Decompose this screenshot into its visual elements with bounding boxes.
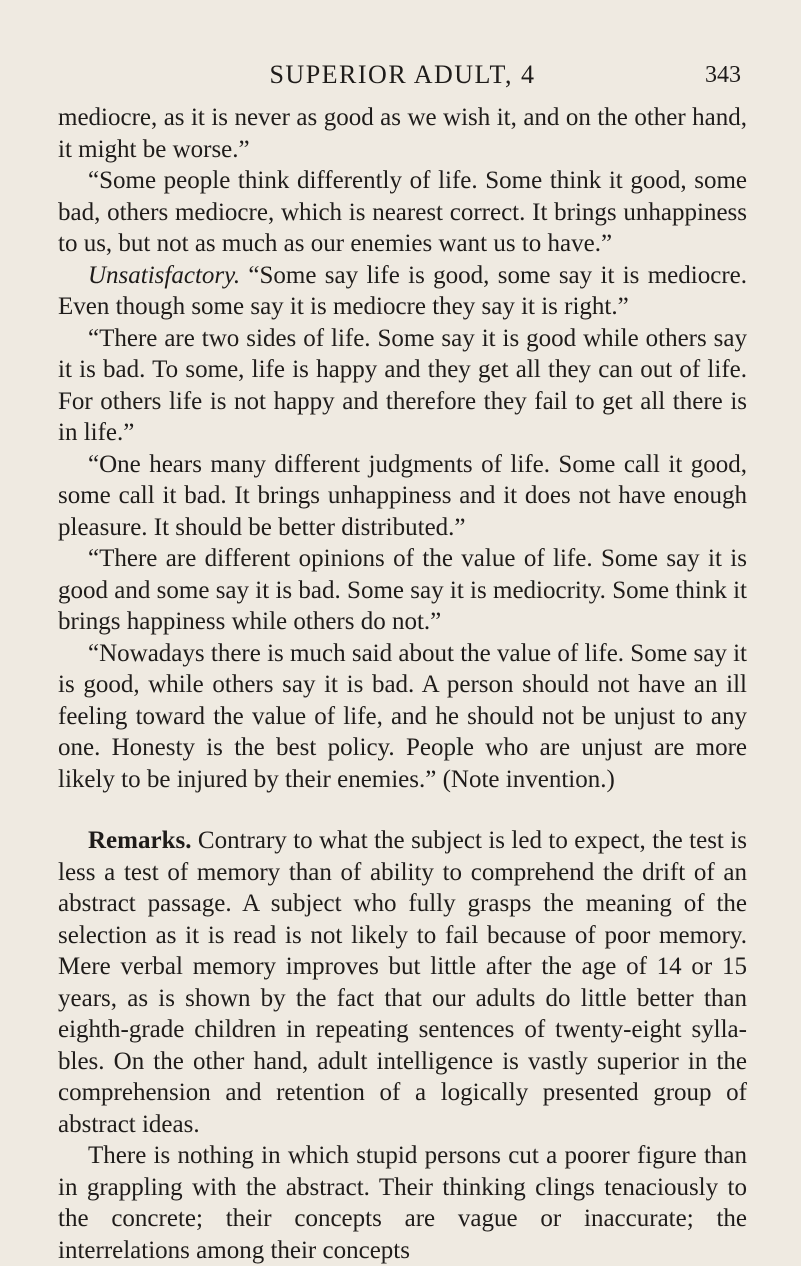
paragraph-text: “There are different opinions of the value of life. Some say it is good and some say it is bad. Some say it is mediocrity. Some think it brings happiness while others do not.” [58, 545, 747, 635]
paragraph-text: “One hears many different judgments of life. Some call it good, some call it bad. It brings unhappiness and it does not have enough pleasure. It should be better distributed.” [58, 450, 747, 541]
paragraph [58, 449, 747, 544]
page-number: 343 [705, 62, 741, 88]
paragraph-text: “Some say life is good, some say it is mediocre. Even though some say it is mediocre they say it is right.” [58, 261, 747, 320]
remarks-heading: Remarks. [88, 827, 192, 854]
paragraph [58, 102, 747, 165]
category-label: Unsatisfactory. [88, 261, 241, 289]
running-header [58, 0, 747, 90]
paragraph-text: “Nowadays there is much said about the value of life. Some say it is good, while others say it is bad. A person should not have an ill feeling toward the value of life, and he should not be unjust to any one. Honesty is the best policy. People who are unjust are more likely to be injured by their enemies.” (Note invention.) [58, 639, 747, 793]
paragraph [58, 638, 747, 796]
paragraph [58, 323, 747, 449]
paragraph-text: mediocre, as it is never as good as we wish it, and on the other hand, it might be worse.” [58, 104, 747, 163]
running-title: SUPERIOR ADULT, 4 [269, 60, 536, 89]
paragraph [58, 1140, 747, 1266]
paragraph [58, 260, 747, 323]
paragraph-text: “Some people think differently of life. Some think it good, some bad, others mediocre, which is nearest correct. It brings unhappiness to us, but not as much as our enemies want us to have.” [58, 167, 747, 257]
paragraph [58, 165, 747, 260]
paragraph [58, 825, 747, 1140]
paragraph-text: “There are two sides of life. Some say it is good while others say it is bad. To some, life is happy and they get all they can out of life. For others life is not happy and therefore they fail to get all there is in life.” [58, 324, 747, 446]
paragraph [58, 543, 747, 638]
body-text [58, 102, 747, 1266]
paragraph-text: Contrary to what the subject is led to expect, the test is less a test of memory than of ability to comprehend the drift of an abstract passage. A subject who fully grasps the meaning of the selection as it is read is not likely to fail because of poor memory. Mere verbal memory improves but little after the age of 14 or 15 years, as is shown by the fact that our adults do little better than eighth-grade children in repeating sentences of twenty-eight syllables. On the other hand, adult intelligence is vastly superior in the comprehension and retention of a logically presented group of abstract ideas. [58, 827, 747, 1138]
paragraph-text: There is nothing in which stupid persons cut a poorer figure than in grappling with the abstract. Their thinking clings tenaciously to the concrete; their concepts are vague or inaccurate; the interrelations among their concepts [58, 1142, 747, 1264]
